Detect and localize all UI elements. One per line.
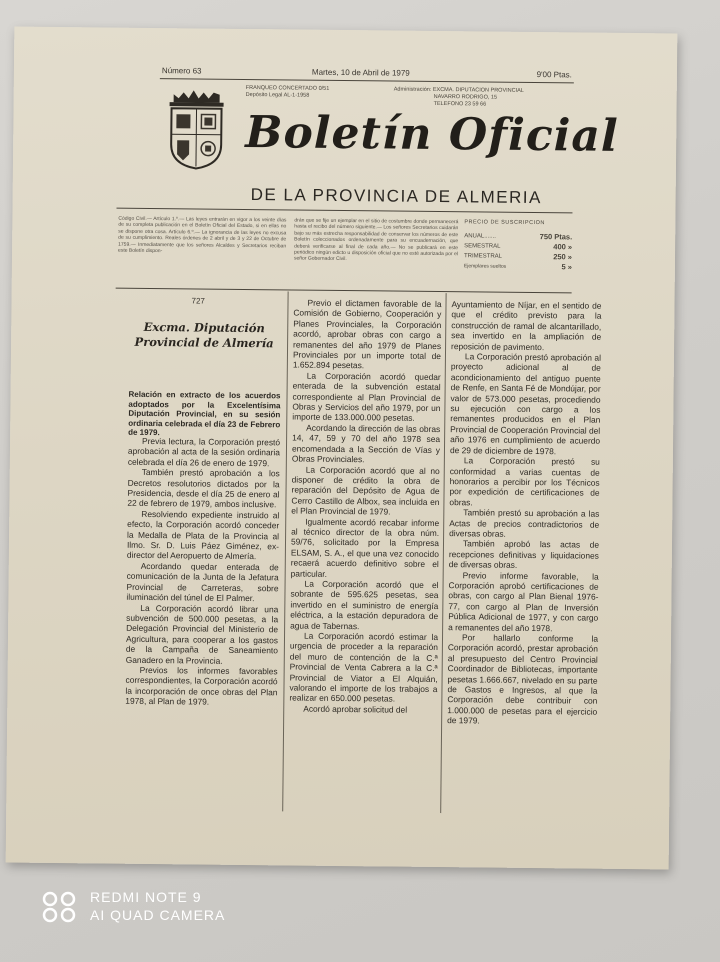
header-rule — [160, 78, 574, 83]
paragraph: Previa lectura, la Corporación prestó aprobación al acta de la sesión ordinaria celebrada el día 26 de enero de 1979. — [127, 435, 281, 469]
administration-info — [394, 87, 524, 109]
paragraph: Acordó aprobar solicitud del — [303, 703, 408, 715]
paragraph: Previo el dictamen favorable de la Comisión de Gobierno, Cooperación y Planes Provinciales, la Corporación acordó, aprobar obras con cargo a remanentes del año 1979 de Planes Provinciales por un importe total de 1.652.894 pesetas. — [292, 297, 442, 371]
paragraph: La Corporación acordó que el sobrante de 595.625 pesetas, sea invertido en el suministro de energía eléctrica, a la estación depuradora de agua de Tabernas. — [290, 578, 439, 631]
subscription-label: Ejemplares sueltos — [463, 263, 507, 270]
issue-number: Número 63 — [161, 66, 202, 76]
article-column-1 — [125, 436, 280, 708]
newspaper-title: Boletín Oficial — [245, 106, 619, 162]
newspaper-subtitle: DE LA PROVINCIA DE ALMERIA — [250, 185, 542, 208]
watermark-text — [90, 888, 225, 924]
body-rule — [116, 288, 572, 294]
subscription-amount: 250 » — [553, 252, 573, 262]
legal-notice-right: drán que se fije un ejemplar en el sitio de costumbre donde permanecerá hasta el recibo del número siguiente.— Los señores Secretarios cuidarán bajo su más estrecha responsabilidad de conservar los números de este Boletín coleccionados ordenadamente para su encuadernación, que deberá verificarse al final de cada año.— No se publicará en este periódico ningún edicto u disposición oficial que no esté autorizada por el señor Gobernador Civil. — [293, 217, 459, 263]
paragraph: La Corporación acordó librar una subvención de 500.000 pesetas, a la Delegación Provincial del Ministerio de Agricultura, para cooperar a los gastos de la Campaña de Saneamiento Ganadero en la Provincia. — [125, 602, 279, 666]
watermark-line-1: REDMI NOTE 9 — [90, 889, 202, 905]
paragraph: La Corporación acordó estimar la urgencia de proceder a la reparación del muro de contención de la C.ª Provincial de Venta Cabrera a la C.ª Provincial de Viator a El Alquián, valorando el importe de los trabajos a realizar en 650.000 pesetas. — [289, 630, 439, 705]
paragraph: Igualmente acordó recabar informe al técnico director de la obra núm. 59/76, solicitado por la Empresa ELSAM, S. A., el que una vez conocido recaerá acuerdo definitivo sobre el particular. — [290, 516, 440, 579]
subscription-box — [464, 219, 573, 272]
subscription-amount: 750 Ptas. — [539, 232, 573, 242]
admin-line-2: NAVARRO RODRIGO, 15 — [433, 93, 498, 101]
paragraph: La Corporación acordó que al no disponer de crédito la obra de reparación del Depósito de Agua de Cerro Castillo de Albox, sea incluida en el Plan Provincial de 1979. — [291, 464, 440, 517]
franqueo-text: FRANQUEO CONCERTADO 0/51 — [245, 84, 330, 92]
paragraph: La Corporación prestó aprobación al proyecto adicional al de acondicionamiento del antiguo puente de Renfe, en Santa Fé de Mondújar, por valor de 573.000 pesetas, procediendo su ejecución con cargo a los remanentes producidos en el Plan Provincial de Cooperación Provincial del año 1976 en cumplimiento de acuerdo de 29 de diciembre de 1978. — [449, 351, 602, 456]
header-row — [161, 66, 572, 80]
postage-info — [246, 85, 330, 100]
legal-notice-left: Código Civil.— Artículo 1.º.— Las leyes entrarán en vigor a los veinte días de su completa publicación en el Boletín Oficial del Estado, si en ellas no se dispone otra cosa. Artículo 6.º.— La ignorancia de las leyes no excusa de su cumplimiento. Reales órdenes de 2 abril y de 3 y 22 de Octubre de 1759.— Inmediatamente que los señores Alcaldes y Secretarios reciban este Boletín dispon- — [118, 215, 287, 255]
paragraph: La Corporación prestó su conformidad a varias cuentas de honorarios a percibir por los Técnicos por expedición de certificaciones de obras. — [449, 455, 600, 508]
coat-of-arms-icon — [165, 88, 228, 171]
newspaper-page — [6, 27, 678, 870]
deposito-text: Depósito Legal AL-1-1958 — [245, 91, 310, 99]
paragraph: Resolviendo expediente instruido al efecto, la Corporación acordó conceder la Medalla de Plata de la Provincia al Ilmo. Sr. D. Luis Páez Giménez, ex-director del Aeropuerto de Almería. — [126, 508, 280, 562]
camera-lens-icon — [40, 890, 80, 924]
paragraph: Acordando la dirección de las obras 14, 47, 59 y 70 del año 1978 sea encomendada a la Sección de Vías y Obras Provinciales. — [291, 422, 441, 465]
article-column-3 — [447, 299, 601, 727]
paragraph: Ayuntamiento de Níjar, en el sentido de que el crédito previsto para la construcción de ramal de alcantarillado, sea invertido en la ampliación de reposición de pavimento. — [451, 299, 602, 352]
subscription-label: SEMESTRAL — [464, 243, 501, 250]
subscription-label: TRIMESTRAL — [463, 253, 503, 260]
announcement-number: 727 — [191, 296, 205, 306]
paragraph: La Corporación acordó quedar enterada de la subvención estatal correspondiente al Plan Provincial de Obras y Servicios del año 1979, por un importe de 133.000.000 pesetas. — [292, 370, 441, 424]
section-title: Excma. Diputación Provincial de Almería — [134, 319, 274, 351]
admin-line-1: Administración: EXCMA. DIPUTACION PROVINCIAL — [393, 86, 524, 94]
subscription-title: PRECIO DE SUSCRIPCION — [464, 219, 545, 227]
subscription-row — [464, 261, 572, 272]
admin-line-3: TELEFONO 23 59 66 — [433, 100, 487, 108]
subscription-label: ANUAL....... — [464, 233, 496, 240]
paragraph: También aprobó las actas de recepciones definitivas y liquidaciones de diversas obras. — [448, 538, 600, 571]
subscription-amount: 400 » — [553, 242, 573, 252]
article-column-2 — [289, 297, 441, 715]
paragraph: Por hallarlo conforme la Corporación acordó, prestar aprobación al presupuesto del Centro Provincial Coordinador de Bibliotecas, importante pesetas 1.666.667, nivelado en su parte de Gastos e Ingresos, al que la Corporación debe contribuir con 1.000.000 de pesetas para el ejercicio de 1979. — [447, 632, 599, 726]
column-divider — [282, 291, 288, 811]
section-subtitle: Relación en extracto de los acuerdos adoptados por la Excelentísima Diputación Provincial, en su sesión ordinaria celebrada el día 23 de Febrero de 1979. — [128, 389, 281, 438]
watermark-line-2: AI QUAD CAMERA — [90, 907, 226, 923]
masthead-rule — [116, 208, 572, 214]
column-divider — [440, 293, 446, 813]
subscription-amount: 5 » — [561, 262, 572, 272]
issue-date: Martes, 10 de Abril de 1979 — [311, 67, 410, 78]
paragraph: También prestó aprobación a los Decretos resolutorios dictados por la Presidencia, desde el día 25 de enero al 22 de febrero de 1979, ambos inclusive. — [127, 467, 280, 510]
paragraph: También prestó su aprobación a las Actas de precios contradictorios de diversas obras. — [449, 507, 600, 539]
issue-price: 9'00 Ptas. — [536, 70, 572, 80]
paragraph: Previo informe favorable, la Corporación aprobó certificaciones de obras, con cargo al Plan Bienal 1976-77, con cargo al Plan de Inversión Pública Adicional de 1977, y con cargo a remanentes del año 1978. — [448, 569, 599, 633]
paragraph: Acordando quedar enterada de comunicación de la Junta de la Jefatura Provincial de Carreteras, sobre iluminación del túnel de El Palmer. — [126, 560, 279, 604]
paragraph: Previos los informes favorables correspondientes, la Corporación acordó la incorporación de once obras del Plan 1978, al Plan de 1979. — [125, 664, 278, 707]
